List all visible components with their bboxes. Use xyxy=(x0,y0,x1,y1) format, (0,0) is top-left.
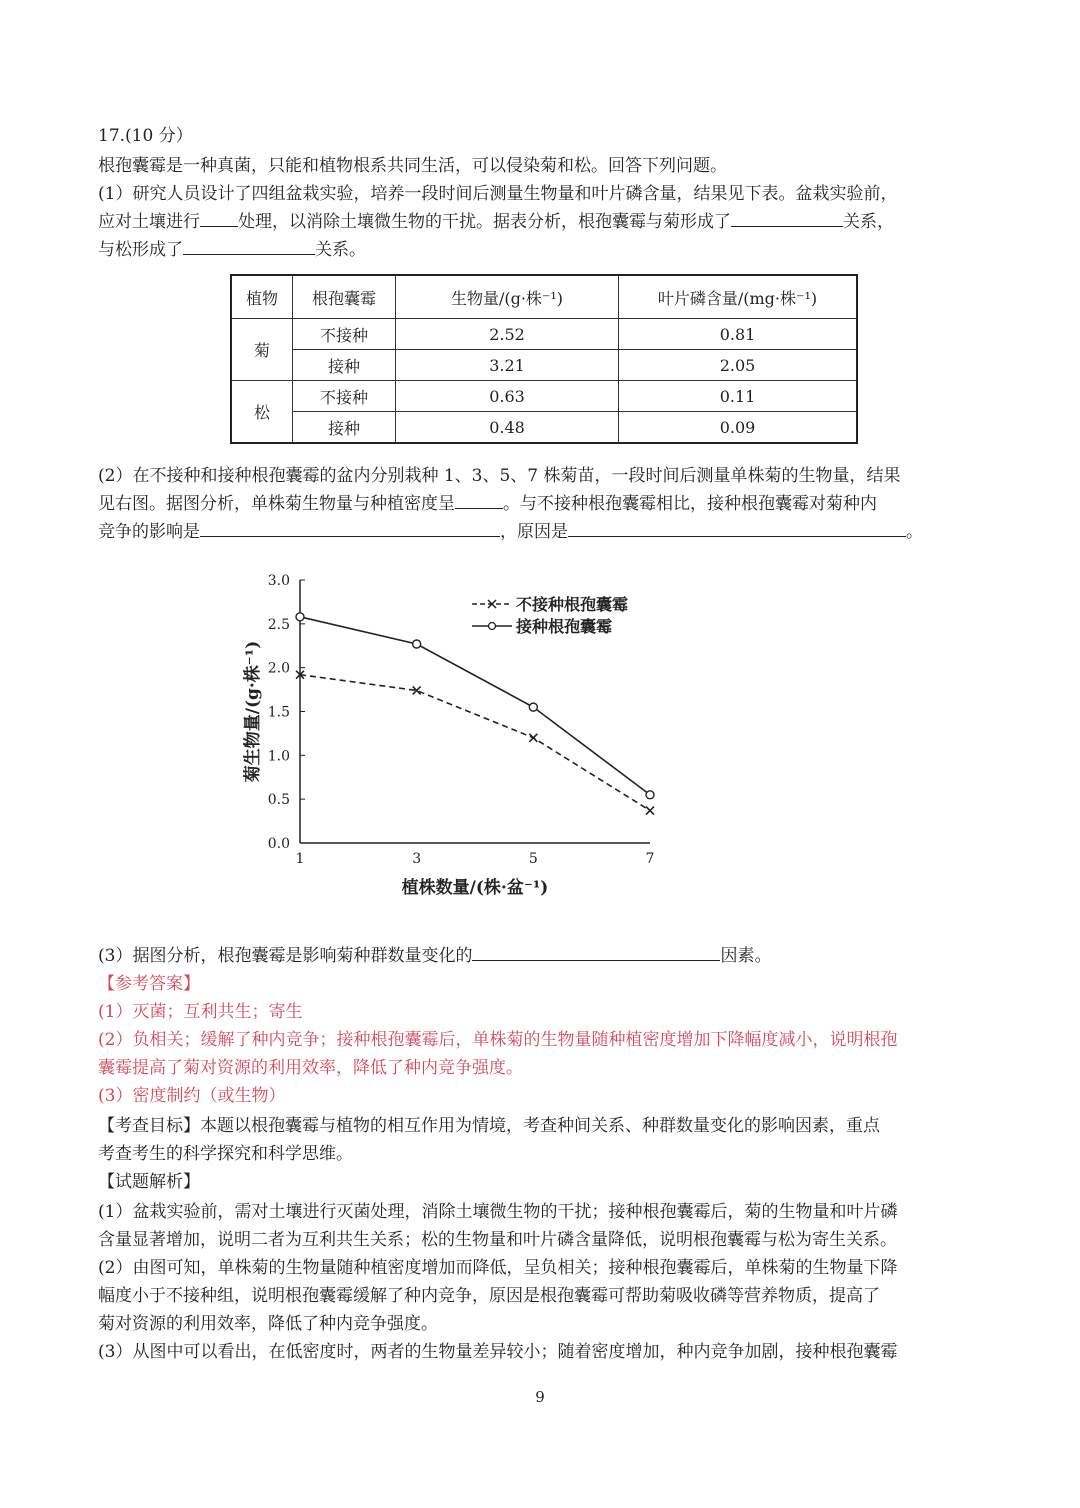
y-axis-title: 菊生物量/(g·株⁻¹) xyxy=(243,640,263,783)
page-number: 9 xyxy=(535,1388,545,1406)
text-segment: (3）据图分析，根孢囊霉是影响菊种群数量变化的 xyxy=(98,946,473,966)
data-point-1 xyxy=(529,703,537,711)
table-header-row xyxy=(231,275,857,319)
answer-2-line2: 囊霉提高了菊对资源的利用效率，降低了种内竞争强度。 xyxy=(98,1058,523,1078)
x-tick-label: 5 xyxy=(528,851,538,867)
series-line-0 xyxy=(300,675,650,811)
treatment-cell: 接种 xyxy=(293,412,396,444)
table-header: 叶片磷含量/(mg·株⁻¹) xyxy=(619,275,858,319)
answer-2-line1: (2）负相关；缓解了种内竞争；接种根孢囊霉后，单株菊的生物量随种植密度增加下降幅度减小，说明根孢 xyxy=(98,1030,898,1050)
biomass-line-chart xyxy=(230,560,680,910)
y-tick-label: 1.0 xyxy=(267,748,290,765)
answer-3: (3）密度制约（或生物） xyxy=(98,1086,286,1106)
analysis-line: (1）盆栽实验前，需对土壤进行灭菌处理，消除土壤微生物的干扰；接种根孢囊霉后，菊的生物量和叶片磷 xyxy=(98,1202,898,1222)
treatment-cell: 不接种 xyxy=(293,319,396,350)
text-segment: 。与不接种根孢囊霉相比，接种根孢囊霉对菊种内 xyxy=(503,494,877,514)
table-row xyxy=(231,319,857,350)
text-segment: 。 xyxy=(906,522,923,542)
analysis-line: (2）由图可知，单株菊的生物量随种植密度增加而降低，呈负相关；接种根孢囊霉后，单株菊的生物量下降 xyxy=(98,1258,898,1278)
chart-series xyxy=(296,613,654,815)
y-tick-label: 0.0 xyxy=(267,836,290,852)
treatment-cell: 不接种 xyxy=(293,381,396,412)
legend-label: 接种根孢囊霉 xyxy=(516,617,613,636)
text-segment: 应对土壤进行 xyxy=(98,212,200,232)
data-point-1 xyxy=(646,791,654,799)
biomass-cell: 3.21 xyxy=(396,350,619,381)
answer-heading: 【参考答案】 xyxy=(98,974,200,994)
table-header: 植物 xyxy=(231,275,293,319)
text-segment: 见右图。据图分析，单株菊生物量与种植密度呈 xyxy=(98,494,455,514)
phosphorus-cell: 2.05 xyxy=(619,350,858,381)
plant-cell: 菊 xyxy=(231,319,293,381)
data-point-1 xyxy=(413,640,421,648)
part3-line xyxy=(98,942,988,970)
analysis-line: 幅度小于不接种组，说明根孢囊霉缓解了种内竞争，原因是根孢囊霉可帮助菊吸收磷等营养物质，提高了 xyxy=(98,1286,880,1306)
text-segment: 关系， xyxy=(843,212,894,232)
answer-blank xyxy=(200,208,238,227)
answer-blank xyxy=(183,236,315,255)
text-segment: 与松形成了 xyxy=(98,240,183,260)
answer-blank xyxy=(568,518,906,537)
part2-line1: (2）在不接种和接种根孢囊霉的盆内分别栽种 1、3、5、7 株菊苗，一段时间后测量单株菊的生物量，结果 xyxy=(98,466,901,486)
results-table xyxy=(230,274,858,444)
biomass-cell: 0.48 xyxy=(396,412,619,444)
phosphorus-cell: 0.81 xyxy=(619,319,858,350)
analysis-line: 菊对资源的利用效率，降低了种内竞争强度。 xyxy=(98,1314,438,1334)
text-segment: 关系。 xyxy=(315,240,366,260)
biomass-cell: 0.63 xyxy=(396,381,619,412)
legend-marker-1 xyxy=(489,623,496,630)
part1-line3 xyxy=(98,236,988,264)
analysis-heading: 【试题解析】 xyxy=(98,1172,200,1192)
goal-line2: 考查考生的科学探究和科学思维。 xyxy=(98,1144,353,1164)
answer-blank xyxy=(472,942,720,961)
text-segment: 处理，以消除土壤微生物的干扰。据表分析，根孢囊霉与菊形成了 xyxy=(238,212,731,232)
text-segment: ，原因是 xyxy=(500,522,568,542)
goal-line1: 【考查目标】本题以根孢囊霉与植物的相互作用为情境，考查种间关系、种群数量变化的影响因素，重点 xyxy=(98,1116,880,1136)
table-header: 根孢囊霉 xyxy=(293,275,396,319)
data-point-0 xyxy=(529,734,537,742)
analysis-line: 含量显著增加，说明二者为互利共生关系；松的生物量和叶片磷含量降低，说明根孢囊霉与松为寄生关系。 xyxy=(98,1230,897,1250)
x-tick-label: 7 xyxy=(645,851,655,867)
table-row xyxy=(231,350,857,381)
chart-legend xyxy=(472,595,628,636)
x-axis-title: 植株数量/(株·盆⁻¹) xyxy=(401,878,549,898)
y-tick-label: 2.0 xyxy=(267,660,290,677)
x-tick-label: 3 xyxy=(412,851,422,867)
y-tick-label: 2.5 xyxy=(267,616,290,633)
y-tick-label: 3.0 xyxy=(267,573,290,589)
phosphorus-cell: 0.11 xyxy=(619,381,858,412)
answer-1: (1）灭菌；互利共生；寄生 xyxy=(98,1002,303,1022)
answer-blank xyxy=(200,518,500,537)
part1-line1: (1）研究人员设计了四组盆栽实验，培养一段时间后测量生物量和叶片磷含量，结果见下表。盆栽实验前， xyxy=(98,184,898,204)
series-line-1 xyxy=(300,617,650,795)
answer-blank xyxy=(731,208,843,227)
data-point-1 xyxy=(296,613,304,621)
phosphorus-cell: 0.09 xyxy=(619,412,858,444)
x-tick-label: 1 xyxy=(295,851,305,867)
text-segment: 因素。 xyxy=(720,946,772,966)
y-tick-label: 0.5 xyxy=(267,792,290,809)
part2-line3 xyxy=(98,518,988,546)
y-tick-label: 1.5 xyxy=(267,704,290,721)
question-number: 17.(10 分） xyxy=(98,126,193,146)
biomass-cell: 2.52 xyxy=(396,319,619,350)
table-row xyxy=(231,381,857,412)
treatment-cell: 接种 xyxy=(293,350,396,381)
analysis-line: (3）从图中可以看出，在低密度时，两者的生物量差异较小；随着密度增加，种内竞争加剧，接种根孢囊霉 xyxy=(98,1342,898,1362)
legend-label: 不接种根孢囊霉 xyxy=(516,595,629,614)
table-header: 生物量/(g·株⁻¹) xyxy=(396,275,619,319)
plant-cell: 松 xyxy=(231,381,293,444)
table-row xyxy=(231,412,857,444)
text-segment: 竞争的影响是 xyxy=(98,522,200,542)
part1-line2 xyxy=(98,208,988,236)
data-point-0 xyxy=(646,807,654,815)
part2-line2 xyxy=(98,490,988,518)
question-intro: 根孢囊霉是一种真菌，只能和植物根系共同生活，可以侵染菊和松。回答下列问题。 xyxy=(98,156,727,176)
answer-blank xyxy=(455,490,503,509)
